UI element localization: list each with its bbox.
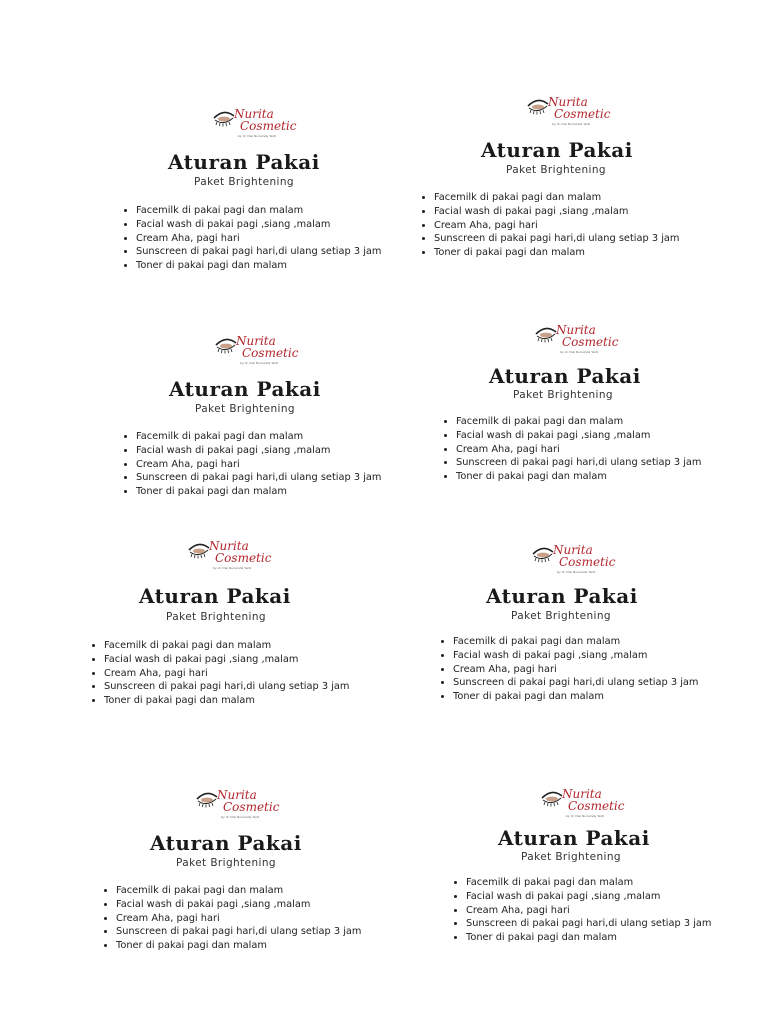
brand-name-line1: Nurita bbox=[236, 334, 276, 348]
instruction-item: • Facial wash di pakai pagi ,siang ,malam bbox=[453, 649, 698, 663]
label-subtitle: Paket Brightening bbox=[511, 610, 611, 622]
brand-logo bbox=[212, 106, 297, 150]
brand-name-line1: Nurita bbox=[556, 323, 596, 337]
instruction-item: • Cream Aha, pagi hari bbox=[116, 912, 361, 926]
label-subtitle: Paket Brightening bbox=[166, 611, 266, 623]
usage-instructions-list bbox=[122, 204, 381, 273]
instruction-item: • Facial wash di pakai pagi ,siang ,malam bbox=[136, 218, 381, 232]
instruction-item: • Sunscreen di pakai pagi hari,di ulang setiap 3 jam bbox=[434, 232, 679, 246]
label-subtitle: Paket Brightening bbox=[195, 403, 295, 415]
eye-lash-icon bbox=[212, 106, 236, 128]
instruction-item: • Toner di pakai pagi dan malam bbox=[116, 939, 361, 953]
brand-logo bbox=[187, 538, 272, 582]
instruction-item: • Facemilk di pakai pagi dan malam bbox=[136, 204, 381, 218]
instruction-item: • Cream Aha, pagi hari bbox=[453, 663, 698, 677]
instruction-item: • Sunscreen di pakai pagi hari,di ulang setiap 3 jam bbox=[456, 456, 701, 470]
instruction-item: • Cream Aha, pagi hari bbox=[136, 232, 381, 246]
instruction-item: • Toner di pakai pagi dan malam bbox=[136, 485, 381, 499]
brand-tagline: by dr. Dwi Nurwinda Yanti bbox=[557, 570, 596, 574]
brand-tagline: by dr. Dwi Nurwinda Yanti bbox=[552, 122, 591, 126]
brand-logo bbox=[195, 787, 280, 831]
label-title: Aturan Pakai bbox=[486, 584, 638, 608]
label-title: Aturan Pakai bbox=[168, 150, 320, 174]
brand-logo bbox=[531, 542, 616, 586]
usage-instructions-list bbox=[122, 430, 381, 499]
brand-name-line2: Cosmetic bbox=[568, 799, 625, 813]
brand-logo bbox=[214, 333, 299, 377]
brand-name-line1: Nurita bbox=[553, 543, 593, 557]
instruction-item: • Facemilk di pakai pagi dan malam bbox=[136, 430, 381, 444]
usage-instructions-list bbox=[452, 876, 711, 945]
brand-tagline: by dr. Dwi Nurwinda Yanti bbox=[238, 134, 277, 138]
brand-name-line2: Cosmetic bbox=[240, 119, 297, 133]
instruction-item: • Sunscreen di pakai pagi hari,di ulang setiap 3 jam bbox=[466, 917, 711, 931]
eye-lash-icon bbox=[540, 786, 564, 808]
instruction-item: • Sunscreen di pakai pagi hari,di ulang setiap 3 jam bbox=[136, 471, 381, 485]
brand-tagline: by dr. Dwi Nurwinda Yanti bbox=[560, 350, 599, 354]
label-title: Aturan Pakai bbox=[139, 584, 291, 608]
instruction-item: • Facemilk di pakai pagi dan malam bbox=[453, 635, 698, 649]
eye-lash-icon bbox=[534, 322, 558, 344]
eye-lash-icon bbox=[214, 333, 238, 355]
label-title: Aturan Pakai bbox=[150, 831, 302, 855]
instruction-item: • Facial wash di pakai pagi ,siang ,malam bbox=[456, 429, 701, 443]
instruction-item: • Facemilk di pakai pagi dan malam bbox=[456, 415, 701, 429]
brand-name-line1: Nurita bbox=[548, 95, 588, 109]
instruction-item: • Cream Aha, pagi hari bbox=[136, 458, 381, 472]
brand-name-line2: Cosmetic bbox=[215, 551, 272, 565]
instruction-item: • Toner di pakai pagi dan malam bbox=[456, 470, 701, 484]
label-title: Aturan Pakai bbox=[169, 377, 321, 401]
instruction-item: • Toner di pakai pagi dan malam bbox=[104, 694, 349, 708]
label-title: Aturan Pakai bbox=[489, 364, 641, 388]
instruction-item: • Sunscreen di pakai pagi hari,di ulang setiap 3 jam bbox=[136, 245, 381, 259]
brand-name-line1: Nurita bbox=[562, 787, 602, 801]
eye-lash-icon bbox=[195, 787, 219, 809]
brand-name-line2: Cosmetic bbox=[559, 555, 616, 569]
usage-instructions-list bbox=[90, 639, 349, 708]
brand-name-line1: Nurita bbox=[217, 788, 257, 802]
brand-tagline: by dr. Dwi Nurwinda Yanti bbox=[213, 566, 252, 570]
instruction-item: • Facial wash di pakai pagi ,siang ,malam bbox=[466, 890, 711, 904]
brand-tagline: by dr. Dwi Nurwinda Yanti bbox=[240, 361, 279, 365]
brand-name-line1: Nurita bbox=[234, 107, 274, 121]
label-subtitle: Paket Brightening bbox=[194, 176, 294, 188]
instruction-item: • Cream Aha, pagi hari bbox=[104, 667, 349, 681]
label-subtitle: Paket Brightening bbox=[521, 851, 621, 863]
instruction-item: • Facial wash di pakai pagi ,siang ,malam bbox=[116, 898, 361, 912]
label-title: Aturan Pakai bbox=[481, 138, 633, 162]
instruction-item: • Facial wash di pakai pagi ,siang ,malam bbox=[434, 205, 679, 219]
brand-logo bbox=[540, 786, 625, 830]
usage-instructions-list bbox=[102, 884, 361, 953]
instruction-item: • Facemilk di pakai pagi dan malam bbox=[104, 639, 349, 653]
brand-logo bbox=[534, 322, 619, 366]
instruction-item: • Toner di pakai pagi dan malam bbox=[136, 259, 381, 273]
label-subtitle: Paket Brightening bbox=[506, 164, 606, 176]
instruction-item: • Cream Aha, pagi hari bbox=[466, 904, 711, 918]
brand-name-line2: Cosmetic bbox=[562, 335, 619, 349]
label-subtitle: Paket Brightening bbox=[176, 857, 276, 869]
eye-lash-icon bbox=[526, 94, 550, 116]
instruction-item: • Toner di pakai pagi dan malam bbox=[434, 246, 679, 260]
label-subtitle: Paket Brightening bbox=[513, 389, 613, 401]
usage-instructions-list bbox=[439, 635, 698, 704]
instruction-item: • Facial wash di pakai pagi ,siang ,malam bbox=[136, 444, 381, 458]
eye-lash-icon bbox=[531, 542, 555, 564]
eye-lash-icon bbox=[187, 538, 211, 560]
usage-instructions-list bbox=[420, 191, 679, 260]
brand-tagline: by dr. Dwi Nurwinda Yanti bbox=[221, 815, 260, 819]
brand-logo bbox=[526, 94, 611, 138]
brand-name-line2: Cosmetic bbox=[242, 346, 299, 360]
brand-name-line2: Cosmetic bbox=[554, 107, 611, 121]
instruction-item: • Sunscreen di pakai pagi hari,di ulang setiap 3 jam bbox=[116, 925, 361, 939]
brand-tagline: by dr. Dwi Nurwinda Yanti bbox=[566, 814, 605, 818]
instruction-item: • Cream Aha, pagi hari bbox=[434, 219, 679, 233]
instruction-item: • Facemilk di pakai pagi dan malam bbox=[116, 884, 361, 898]
instruction-item: • Toner di pakai pagi dan malam bbox=[466, 931, 711, 945]
instruction-item: • Toner di pakai pagi dan malam bbox=[453, 690, 698, 704]
instruction-item: • Sunscreen di pakai pagi hari,di ulang setiap 3 jam bbox=[104, 680, 349, 694]
instruction-item: • Facial wash di pakai pagi ,siang ,malam bbox=[104, 653, 349, 667]
instruction-item: • Facemilk di pakai pagi dan malam bbox=[466, 876, 711, 890]
brand-name-line2: Cosmetic bbox=[223, 800, 280, 814]
brand-name-line1: Nurita bbox=[209, 539, 249, 553]
instruction-item: • Facemilk di pakai pagi dan malam bbox=[434, 191, 679, 205]
instruction-item: • Cream Aha, pagi hari bbox=[456, 443, 701, 457]
label-title: Aturan Pakai bbox=[498, 826, 650, 850]
instruction-item: • Sunscreen di pakai pagi hari,di ulang setiap 3 jam bbox=[453, 676, 698, 690]
usage-instructions-list bbox=[442, 415, 701, 484]
